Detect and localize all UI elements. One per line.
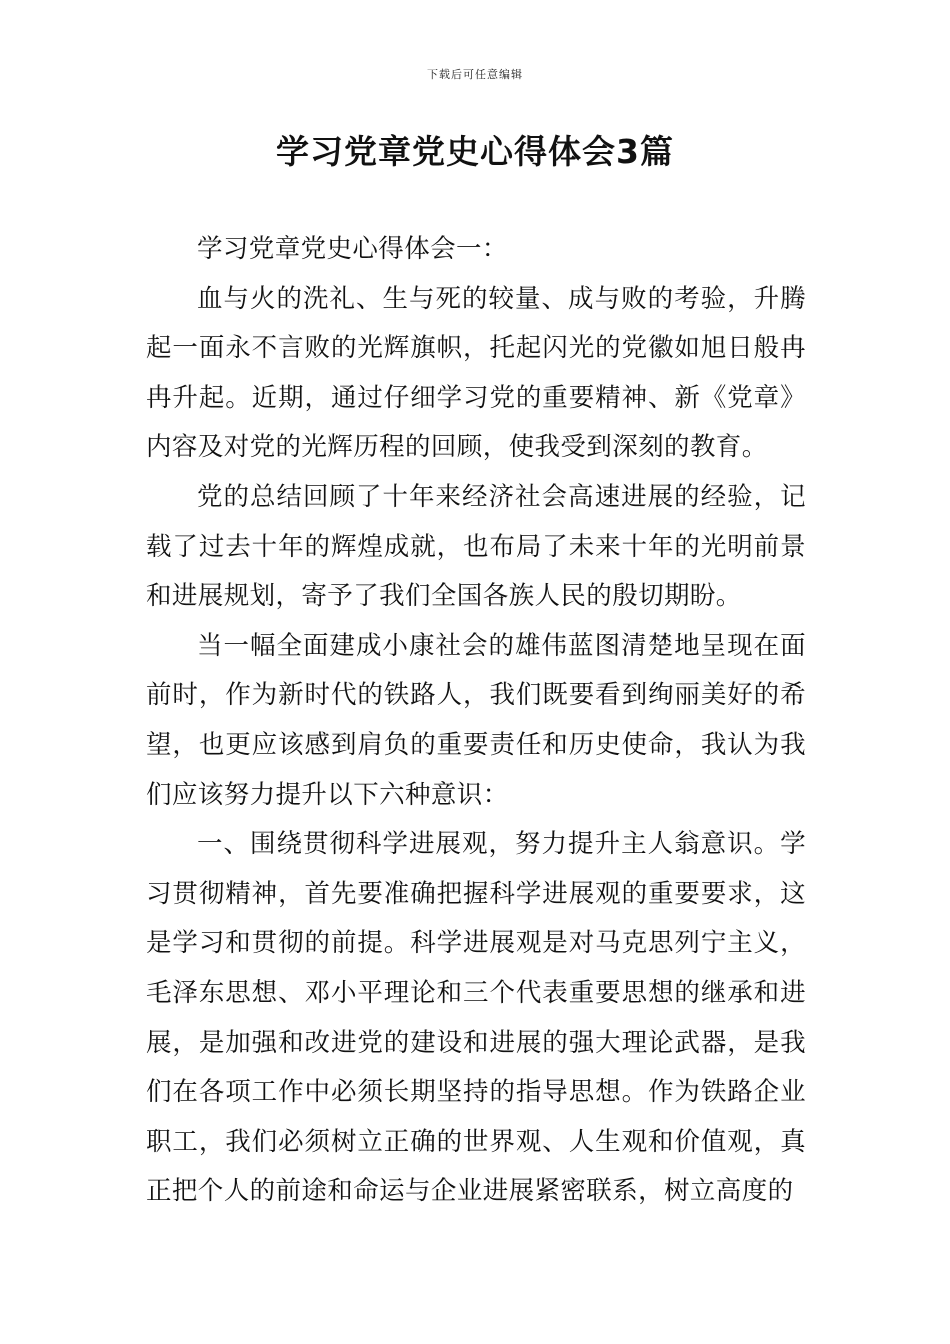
document-title: 学习党章党史心得体会3篇	[276, 132, 674, 171]
header-note: 下载后可任意编辑	[427, 68, 523, 81]
body-paragraph: 党的总结回顾了十年来经济社会高速进展的经验，记载了过去十年的辉煌成就，也布局了未来十年的光明前景和进展规划，寄予了我们全国各族人民的殷切期盼。	[146, 481, 806, 612]
body-paragraph: 一、围绕贯彻科学进展观，努力提升主人翁意识。学习贯彻精神，首先要准确把握科学进展观的重要要求，这是学习和贯彻的前提。科学进展观是对马克思列宁主义，毛泽东思想、邓小平理论和三个代表重要思想的继承和进展，是加强和改进党的建设和进展的强大理论武器，是我们在各项工作中必须长期坚持的指导思想。作为铁路企业职工，我们必须树立正确的世界观、人生观和价值观，真正把个人的前途和命运与企业进展紧密联系，树立高度的	[146, 829, 806, 1207]
section-heading: 学习党章党史心得体会一：	[197, 234, 508, 264]
document-body	[146, 225, 806, 1217]
body-paragraph: 血与火的洗礼、生与死的较量、成与败的考验，升腾起一面永不言败的光辉旗帜，托起闪光的党徽如旭日般冉冉升起。近期，通过仔细学习党的重要精神、新《党章》内容及对党的光辉历程的回顾，使我受到深刻的教育。	[146, 283, 806, 463]
body-paragraph: 当一幅全面建成小康社会的雄伟蓝图清楚地呈现在面前时，作为新时代的铁路人，我们既要看到绚丽美好的希望，也更应该感到肩负的重要责任和历史使命，我认为我们应该努力提升以下六种意识：	[146, 630, 806, 810]
